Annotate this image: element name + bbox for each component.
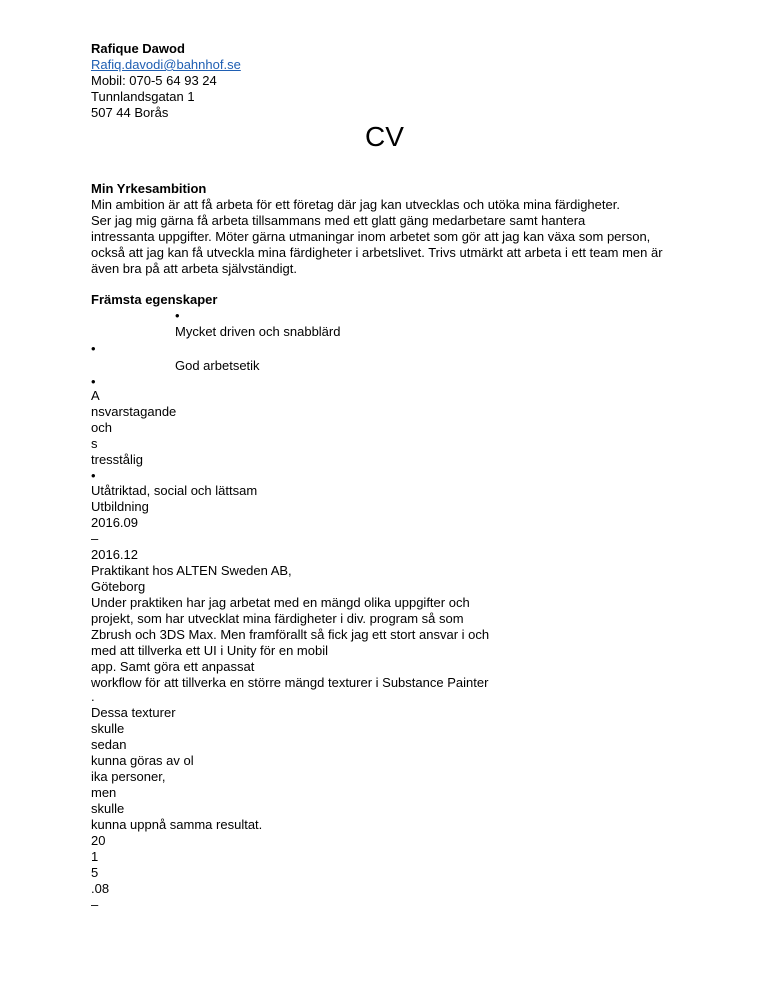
bullet: • — [175, 308, 180, 323]
skill-item: God arbetsetik — [175, 358, 260, 373]
skills-heading: Främsta egenskaper — [91, 292, 218, 307]
ambition-line: även bra på att arbeta självständigt. — [91, 261, 297, 276]
contact-phone: Mobil: 070-5 64 93 24 — [91, 73, 217, 88]
skill-item-fragment: och — [91, 420, 112, 435]
education-desc-line: app. Samt göra ett anpassat — [91, 659, 255, 674]
contact-street: Tunnlandsgatan 1 — [91, 89, 195, 104]
next-date-fragment: 20 — [91, 833, 106, 848]
education-desc-line: kunna uppnå samma resultat. — [91, 817, 263, 832]
skill-item: Mycket driven och snabblärd — [175, 324, 341, 339]
next-date-fragment: – — [91, 897, 99, 912]
education-place: Göteborg — [91, 579, 146, 594]
skill-item-fragment: A — [91, 388, 100, 403]
next-date-fragment: .08 — [91, 881, 110, 896]
education-desc-line: . — [91, 689, 95, 704]
education-heading: Utbildning — [91, 499, 149, 514]
bullet: • — [91, 341, 96, 356]
contact-email-link[interactable]: Rafiq.davodi@bahnhof.se — [91, 57, 241, 72]
education-desc-line: Zbrush och 3DS Max. Men framförallt så fick jag ett stort ansvar i och — [91, 627, 490, 642]
bullet: • — [91, 468, 96, 483]
education-start-date: 2016.09 — [91, 515, 138, 530]
education-desc-line: skulle — [91, 801, 125, 816]
education-desc-line: sedan — [91, 737, 127, 752]
ambition-line: Min ambition är att få arbeta för ett företag där jag kan utvecklas och utöka mina färdigheter. — [91, 197, 620, 212]
ambition-line: intressanta uppgifter. Möter gärna utmaningar inom arbetet som gör att jag kan växa som person, — [91, 229, 651, 244]
education-desc-line: men — [91, 785, 117, 800]
contact-name: Rafique Dawod — [91, 41, 185, 56]
page-title: CV — [365, 121, 404, 152]
ambition-line: Ser jag mig gärna få arbeta tillsammans med ett glatt gäng medarbetare samt hantera — [91, 213, 586, 228]
education-desc-line: Under praktiken har jag arbetat med en mängd olika uppgifter och — [91, 595, 470, 610]
next-date-fragment: 5 — [91, 865, 99, 880]
education-desc-line: projekt, som har utvecklat mina färdigheter i div. program så som — [91, 611, 464, 626]
ambition-heading: Min Yrkesambition — [91, 181, 207, 196]
next-date-fragment: 1 — [91, 849, 99, 864]
skill-item-fragment: s — [91, 436, 98, 451]
skill-item-fragment: tresstålig — [91, 452, 144, 467]
bullet: • — [91, 374, 96, 389]
education-desc-line: kunna göras av ol — [91, 753, 194, 768]
education-role: Praktikant hos ALTEN Sweden AB, — [91, 563, 292, 578]
education-desc-line: workflow för att tillverka en större mängd texturer i Substance Painter — [91, 675, 489, 690]
education-end-date: 2016.12 — [91, 547, 138, 562]
skill-item-fragment: nsvarstagande — [91, 404, 177, 419]
education-desc-line: Dessa texturer — [91, 705, 176, 720]
contact-city: 507 44 Borås — [91, 105, 169, 120]
ambition-line: också att jag kan få utveckla mina färdigheter i arbetslivet. Trivs utmärkt att arbeta i ett team men är — [91, 245, 663, 260]
education-desc-line: med att tillverka ett UI i Unity för en mobil — [91, 643, 328, 658]
education-desc-line: ika personer, — [91, 769, 166, 784]
skill-item: Utåtriktad, social och lättsam — [91, 483, 258, 498]
date-dash: – — [91, 531, 99, 546]
education-desc-line: skulle — [91, 721, 125, 736]
